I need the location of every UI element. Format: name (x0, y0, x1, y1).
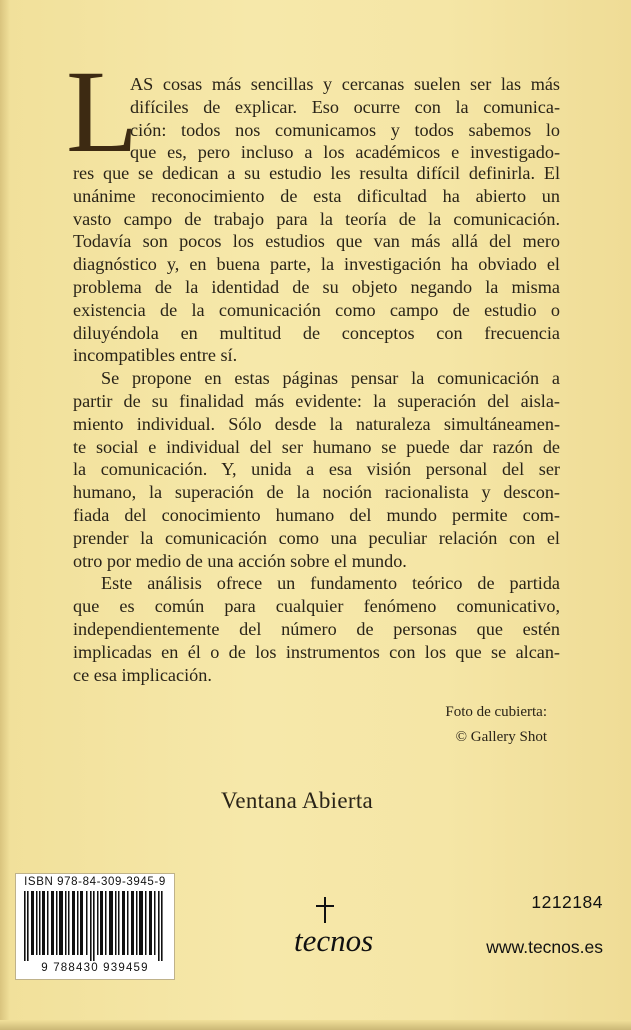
barcode-icon (20, 891, 170, 961)
cover-edge-left (0, 0, 10, 1030)
text-line: incompatibles entre sí. (73, 345, 238, 366)
cover-edge-bottom (0, 1020, 631, 1030)
drop-cap: L (66, 46, 139, 177)
paragraph-1-rest (73, 162, 560, 367)
text-line: otro por medio de una acción sobre el mundo. (73, 550, 407, 571)
paragraph-2 (73, 367, 560, 572)
text-line: que es, pero incluso a los académicos e investigado- (130, 142, 560, 163)
text-line: difíciles de explicar. Eso ocurre con la comunica- (130, 96, 560, 117)
text-line: diagnóstico y, en buena parte, la investigación ha obviado el (73, 254, 560, 275)
text-line: Todavía son pocos los estudios que van más allá del mero (73, 231, 560, 252)
text-line: unánime reconocimiento de esta dificultad ha abierto un (73, 185, 560, 206)
text-line: independientemente del número de personas que estén (73, 618, 560, 639)
text-line: ce esa implicación. (73, 664, 212, 685)
publisher-website: www.tecnos.es (486, 937, 603, 957)
publisher-logo (294, 895, 374, 975)
isbn-label: ISBN 978-84-309-3945-9 (24, 876, 166, 888)
text-line: que es común para cualquier fenómeno comunicativo, (73, 596, 560, 617)
text-line: humano, la superación de la noción racionalista y descon- (73, 482, 560, 503)
cross-icon (312, 895, 338, 925)
text-line: la comunicación. Y, unida a esa visión personal del ser (73, 459, 560, 480)
text-line: diluyéndola en multitud de conceptos con frecuencia (73, 322, 560, 343)
text-line: vasto campo de trabajo para la teoría de la comunicación. (73, 208, 560, 229)
text-line: ción: todos nos comunicamos y todos sabemos lo (130, 119, 560, 140)
paragraph-1-top (130, 73, 560, 164)
text-line: prender la comunicación como una peculiar relación con el (73, 527, 560, 548)
text-line: te social e individual del ser humano se puede dar razón de (73, 436, 560, 457)
paragraph-3 (73, 572, 560, 686)
body-text (73, 162, 560, 686)
isbn-digits: 9 788430 939459 (41, 962, 149, 974)
photo-credit (445, 700, 547, 750)
text-line: Se propone en estas páginas pensar la comunicación a (101, 368, 560, 389)
photo-credit-label: Foto de cubierta: (445, 704, 547, 720)
text-line: problema de la identidad de su objeto negando la misma (73, 276, 560, 297)
text-line: AS cosas más sencillas y cercanas suelen ser las más (130, 74, 560, 94)
text-line: implicadas en él o de los instrumentos con los que se alcan- (73, 641, 560, 662)
publisher-logo-text: tecnos (294, 923, 374, 958)
isbn-barcode-box (15, 873, 175, 980)
text-line: res que se dedican a su estudio les resulta difícil definirla. El (73, 163, 560, 183)
text-line: existencia de la comunicación como campo de estudio o (73, 299, 560, 320)
text-line: fiada del conocimiento humano del mundo permite com- (73, 504, 560, 525)
text-line: miento individual. Sólo desde la naturaleza simultáneamen- (73, 413, 560, 434)
series-title: Ventana Abierta (221, 788, 374, 813)
text-line: partir de su finalidad más evidente: la superación del aisla- (73, 390, 560, 411)
photo-credit-source: © Gallery Shot (455, 729, 547, 745)
product-code: 1212184 (531, 892, 603, 912)
text-line: Este análisis ofrece un fundamento teórico de partida (101, 573, 560, 594)
